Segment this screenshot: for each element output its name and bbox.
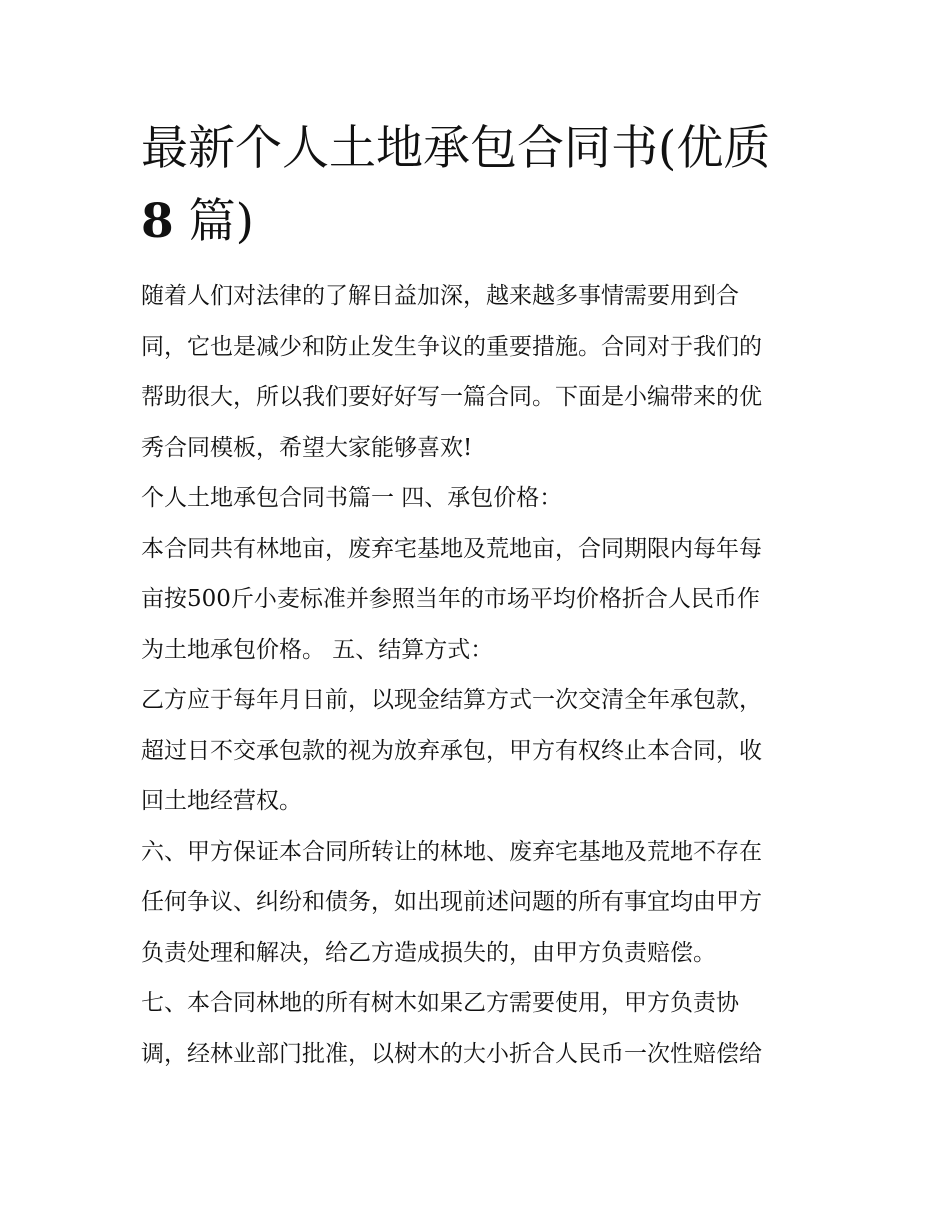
document-page	[141, 112, 813, 1079]
text-line-15: 七、本合同林地的所有树木如果乙方需要使用，甲方负责协	[141, 990, 739, 1016]
text-line-10: 超过日不交承包款的视为放弃承包，甲方有权终止本合同，收	[141, 737, 762, 764]
text-line-9: 乙方应于每年月日前，以现金结算方式一次交清全年承包款，	[141, 687, 762, 713]
title-suffix: 篇)	[188, 194, 254, 249]
text-line-11: 回土地经营权。	[141, 788, 302, 814]
document-body	[141, 271, 813, 1079]
document-title	[141, 112, 813, 258]
text-line-12: 六、甲方保证本合同所转让的林地、废弃宅基地及荒地不存在	[141, 838, 762, 865]
text-line-7: 亩按500斤小麦标准并参照当年的市场平均价格折合人民币作	[141, 586, 760, 612]
text-line-5: 个人土地承包合同书篇一 四、承包价格：	[141, 485, 563, 511]
text-line-4: 秀合同模板，希望大家能够喜欢!	[141, 434, 473, 461]
text-line-13: 任何争议、纠纷和债务，如出现前述问题的所有事宜均由甲方	[141, 889, 762, 915]
title-line-2	[141, 185, 813, 258]
text-line-6: 本合同共有林地亩，废弃宅基地及荒地亩，合同期限内每年每	[141, 535, 762, 562]
text-line-2: 同，它也是减少和防止发生争议的重要措施。合同对于我们的	[141, 333, 762, 360]
text-line-1: 随着人们对法律的了解日益加深，越来越多事情需要用到合	[141, 283, 739, 309]
text-line-16: 调，经林业部门批准，以树木的大小折合人民币一次性赔偿给	[141, 1040, 762, 1067]
title-number: 8	[141, 194, 174, 249]
text-line-14: 负责处理和解决，给乙方造成损失的，由甲方负责赔偿。	[141, 939, 716, 966]
title-line-1: 最新个人土地承包合同书(优质	[141, 121, 771, 176]
text-line-8: 为土地承包价格。 五、结算方式：	[141, 636, 494, 663]
text-line-3: 帮助很大，所以我们要好好写一篇合同。下面是小编带来的优	[141, 384, 762, 410]
